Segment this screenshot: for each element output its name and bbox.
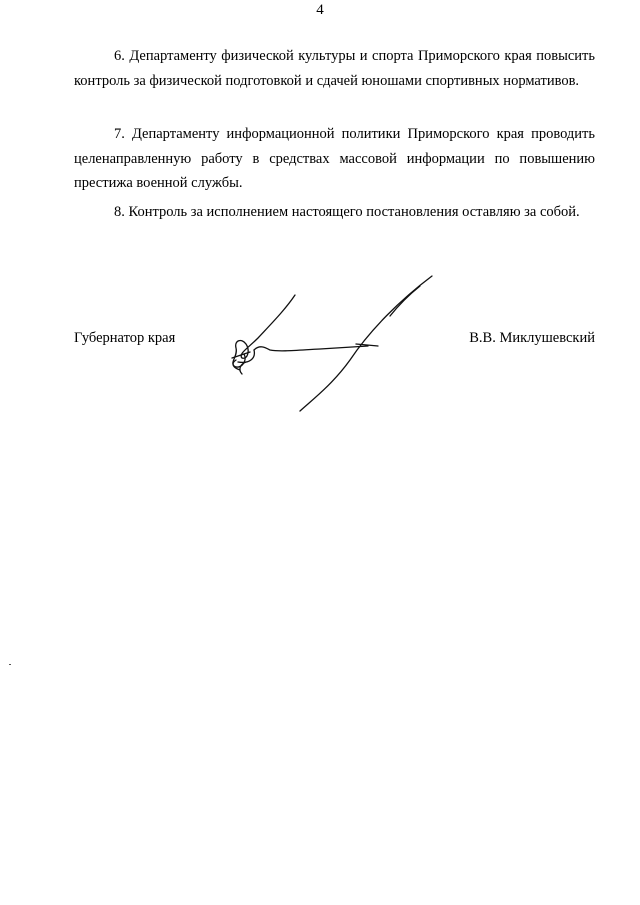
signatory-name: В.В. Миклушевский <box>469 330 595 346</box>
scan-artifact <box>9 664 11 665</box>
paragraph-6-text: 6. Департаменту физической культуры и спорта Приморского края повысить контроль за физической подготовкой и сдачей юношами спортивных нормативов. <box>74 48 595 89</box>
paragraph-8-text: 8. Контроль за исполнением настоящего постановления оставляю за собой. <box>114 204 580 220</box>
paragraph-8 <box>74 200 595 225</box>
handwritten-signature <box>220 270 450 420</box>
signatory-position: Губернатор края <box>74 330 176 346</box>
paragraph-7-text: 7. Департаменту информационной политики Приморского края проводить целенаправленную работу в средствах массовой информации по повышению престижа военной службы. <box>74 126 595 191</box>
paragraph-6 <box>74 44 595 93</box>
paragraph-7 <box>74 122 595 196</box>
page-number: 4 <box>316 2 324 18</box>
